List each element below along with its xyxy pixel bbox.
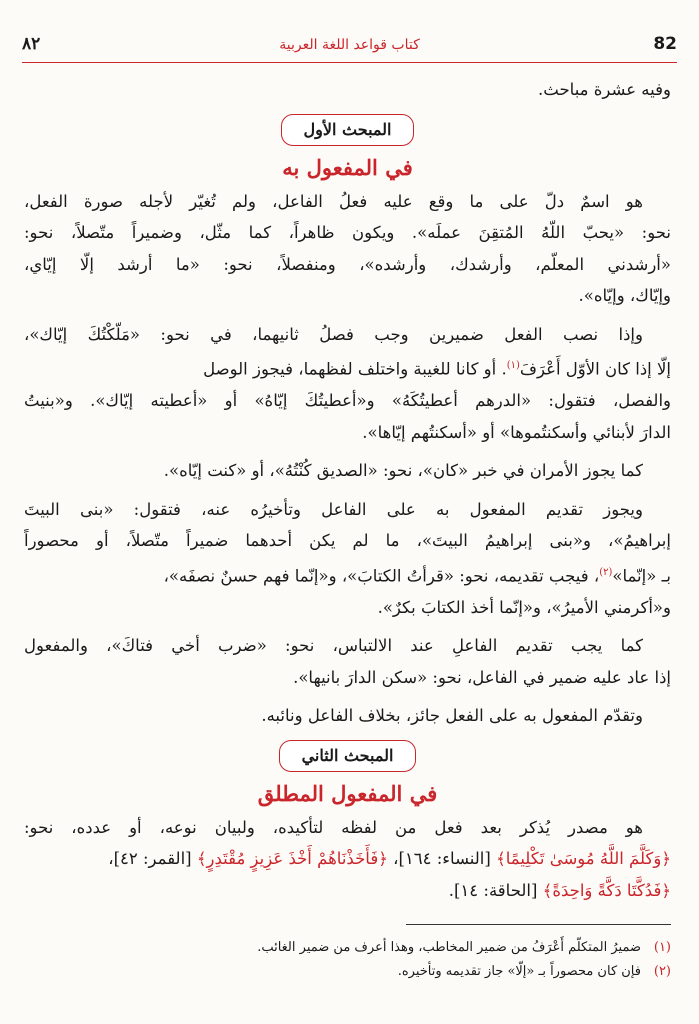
section-box-label: المبحث الأول — [281, 114, 415, 146]
footnote-ref[interactable]: (٢) — [599, 566, 613, 578]
footnote: (٢)فإن كان محصوراً بـ «إلّا» جاز تقديمه وتأخيره. — [397, 964, 671, 979]
text-line: إذا عاد عليه ضمير في الفاعل، نحو: «سكن الدارَ بانيها». — [293, 667, 671, 687]
running-title: كتاب قواعد اللغة العربية — [279, 37, 420, 53]
footnote: (١)ضميرُ المتكلّم أَعْرَفُ من ضمير المخاطب، وهذا أعرف من ضمير الغائب. — [257, 940, 671, 955]
page-header — [22, 34, 677, 63]
text-line: وإذا نصب الفعل ضميرين وجب فصلُ ثانيهما، في نحو: «مَلّكْتُكَ إيّاك»، — [24, 324, 643, 344]
text-line: و«أكرمني الأميرُ»، و«إنّما أخذ الكتابَ بكرٌ». — [377, 597, 671, 617]
text-line: كما يجب تقديم الفاعلِ عند الالتباس، نحو: «ضرب أخي فتاكَ»، والمفعول — [24, 636, 643, 655]
text-line: وتقدّم المفعول به على الفعل جائز، بخلاف الفاعل ونائبه. — [261, 706, 643, 725]
quran-line — [24, 843, 671, 875]
page-number-latin: 82 — [653, 34, 677, 54]
text-line: نحو: «يحبّ اللّهُ المُتقِنَ عملَه». ويكون ظاهراً، كما مثّل، وضميراً متّصلاً، نحو: — [24, 223, 671, 242]
section-heading: في المفعول به — [282, 154, 413, 180]
verse-reference: [القمر: ٤٢]، — [108, 849, 192, 868]
text-line: الدارَ لأبنائي وأسكنتُموها» أو «أسكنتُهم إيّاها». — [362, 422, 671, 442]
page-number-arabic: ٨٢ — [22, 34, 41, 54]
text-line: هو اسمٌ دلّ على ما وقع عليه فعلُ الفاعل، ولم تُغيّر لأجله صورة الفعل، — [24, 191, 643, 211]
page-body — [24, 74, 671, 906]
intro-line: وفيه عشرة مباحث. — [538, 80, 671, 99]
section-box-label: المبحث الثاني — [279, 740, 417, 772]
text-line: «أرشدني المعلّم، وأرشدك، وأرشده»، ومنفصلاً، نحو: «ما أرشد إلّا إيّاي، — [24, 254, 671, 274]
quran-verse: ﴿فَدُكَّتَا دَكَّةً وَاحِدَةً﴾ — [542, 880, 671, 900]
footnote-divider — [406, 924, 671, 925]
text-line: والفصل، فتقول: «الدرهم أعطيتُكَهُ» و«أعطيتُكَ إيّاهُ» أو «أعطيته إيّاك». و«بنيتُ — [24, 391, 671, 410]
quran-line — [24, 875, 671, 907]
quran-verse: ﴿فَأَخَذْنَاهُمْ أَخْذَ عَزِيزٍ مُقْتَدِرٍ﴾ — [196, 849, 388, 868]
quran-verse: ﴿وَكَلَّمَ اللَّهُ مُوسَىٰ تَكْلِيمًا﴾ — [496, 849, 671, 868]
footnote-ref[interactable]: (١) — [506, 360, 520, 371]
verse-reference: [النساء: ١٦٤]، — [393, 849, 491, 868]
text-line: كما يجوز الأمران في خبر «كان»، نحو: «الصديق كُنْتُهُ»، أو «كنت إيّاه». — [163, 461, 643, 480]
text-line: هو مصدر يُذكر بعد فعل من لفظه لتأكيده، ولبيان نوعه، أو عدده، نحو: — [24, 817, 643, 837]
verse-reference: [الحاقة: ١٤]. — [448, 880, 538, 900]
text-line: وإيّاك، وإيّاه». — [578, 286, 671, 305]
text-line-with-footnote: إلّا إذا كان الأوّل أَعْرَفَ$^{(١)}$. أو كانا للغيبة واختلف لفظهما، فيجوز الوصل — [203, 359, 671, 379]
section-heading: في المفعول المطلق — [257, 780, 438, 806]
text-line-with-footnote: بـ «إنّما»$^{(٢)}$، فيجب تقديمه، نحو: «قرأتُ الكتابَ»، و«إنّما فهم حسنٌ نصفَه»، — [163, 566, 671, 585]
text-line: ويجوز تقديم المفعول به على الفاعل وتأخيرُه عنه، فتقول: «بنى البيتَ — [24, 499, 643, 519]
text-line: إبراهيمُ»، و«بنى إبراهيمُ البيتَ»، ما لم يكن أحدهما ضميراً متّصلاً، أو محصوراً — [24, 531, 671, 550]
